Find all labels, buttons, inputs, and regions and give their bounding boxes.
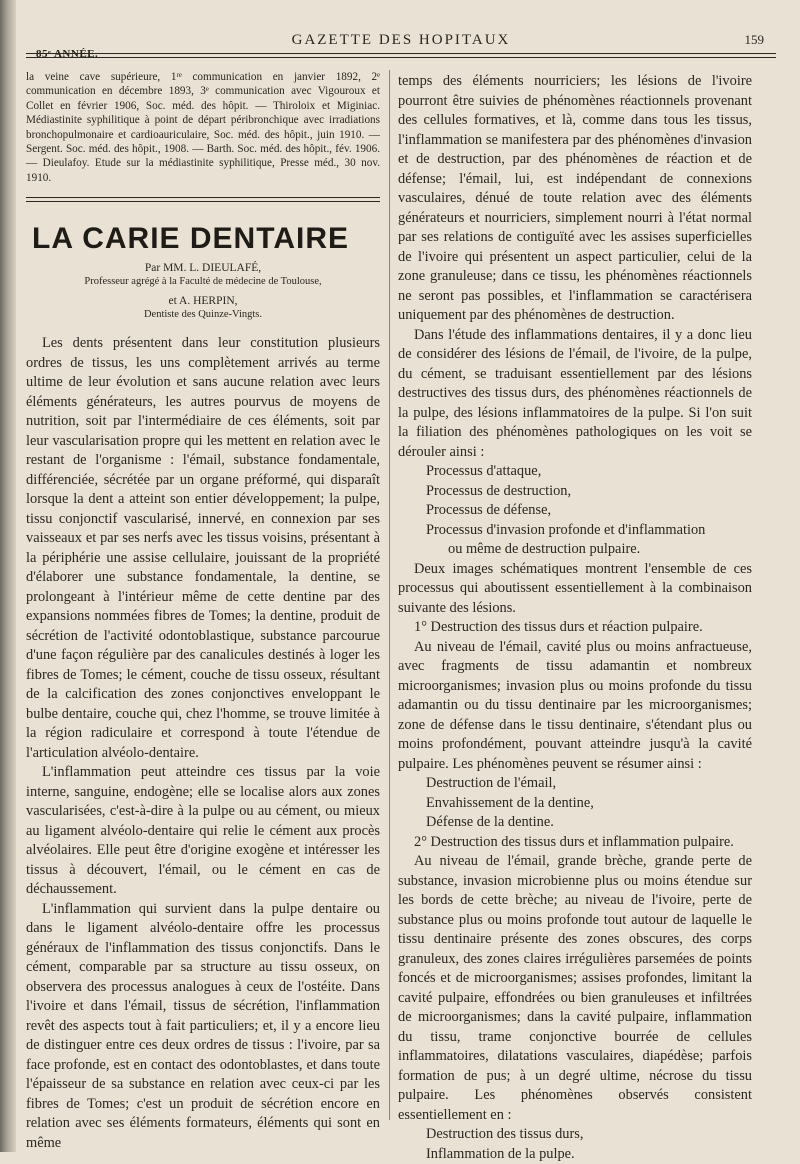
running-header [26,22,776,52]
author-2-role: Dentiste des Quinze-Vingts. [26,309,380,320]
header-rule [26,53,776,54]
section-heading: 1° Destruction des tissus durs et réaction pulpaire. [398,618,752,638]
author-2: et A. HERPIN, [26,295,380,307]
paragraph: Dans l'étude des inflammations dentaires, il y a donc lieu de considérer des lésions de l'émail, de l'ivoire, de la pulpe, du cément, se traduisant essentiellement par des lésions destructives des tissus durs, des phénomènes réactionnels de la pulpe, des lésions inflammatoires de la pulpe. Si l'on suit la filiation des phénomènes pathologiques on les voit se dérouler ainsi : [398,326,752,463]
paragraph: Au niveau de l'émail, cavité plus ou moins anfractueuse, avec fragments de tissu adamantin et nombreux microorganismes; invasion plus ou moins profonde du tissu adamantin ou du tissu dentinaire par les microorganismes; zone de défense dans le tissu dentinaire, s'étendant plus ou moins profondément, pouvant atteindre jusqu'à la cavité pulpaire. Les phénomènes peuvent se résumer ainsi : [398,638,752,775]
process-list [398,462,752,560]
article-divider-thin [26,201,380,202]
lesion-list-2 [398,1125,752,1164]
paragraph: Deux images schématiques montrent l'ensemble de ces processus qui aboutissent essentiellement à la combinaison suivante des lésions. [398,560,752,619]
paragraph: L'inflammation peut atteindre ces tissus par la voie interne, sanguine, endogène; elle se localise alors aux zones vascularisées, c'est-à-dire à la pulpe ou au cément, ou mieux au ligament alvéolo-dentaire qui relie le cément aux procès alvéolaires. Elle peut être d'origine exogène et intéresser les tissus à découvert, l'émail, ou le cément en cas de déchaussement. [26,763,380,900]
article-title: LA CARIE DENTAIRE [32,222,380,256]
journal-title: GAZETTE DES HOPITAUX [26,32,776,49]
header-rule-thin [26,57,776,58]
references-text: la veine cave supérieure, 1ʳᵉ communication en janvier 1892, 2ᵉ communication en décembre 1893, 3ᵉ communication avec Vigouroux et Collet en février 1906, Soc. méd. des hôpit. — Thiroloix et Miginiac. Médiastinite syphilitique à point de départ péribronchique avec irradiations bronchopulmonaire et cardioauriculaire, Soc. méd. des hôpit., juin 1910. — Sergent. Soc. méd. des hôpit., 1908. — Barth. Soc. méd. des hôpit., fév. 1906. — Dieulafoy. Etude sur la médiastinite syphilitique, Presse méd., 30 nov. 1910. [26,70,380,185]
list-item: Processus d'invasion profonde et d'inflammation [426,521,752,541]
section-heading: 2° Destruction des tissus durs et inflammation pulpaire. [398,833,752,853]
list-item: Processus de destruction, [426,482,752,502]
list-item: Processus d'attaque, [426,462,752,482]
paragraph: Les dents présentent dans leur constitution plusieurs ordres de tissus, les uns complètement arrivés au terme ultime de leur évolution et sans aucune relation avec leurs éléments générateurs, les autres pourvus de moyens de nutrition, soit par l'intermédiaire de ces éléments, soit par leur vascularisation propre qui les mettent en relation avec le restant de l'organisme : l'émail, substance fondamentale, différenciée, sécrétée par un organe préformé, qui disparaît lorsque la dent a atteint son entier développement; la pulpe, tissu conjonctif vascularisé, innervé, en connexion par ses vaisseaux et par ses nerfs avec les tissus voisins, présentant à la périphérie une assise cellulaire, jouissant de la propriété d'élaborer une substance fondamentale, la dentine, se prolongeant à l'intérieur même de cette dentine par des expansions nommées fibres de Tomes; la dentine, produit de sécrétion de l'activité odontoblastique, substance parcourue d'une façon régulière par des canalicules destinés à loger les fibres de Tomes; le cément, couche de tissu osseux, résultant de la calcification des zones conjonctives enveloppant le bulbe dentaire, couche qui, chez l'homme, se trouve limitée à la région radiculaire et correspond à toute l'étendue de l'articulation alvéolo-dentaire. [26,334,380,763]
paragraph: temps des éléments nourriciers; les lésions de l'ivoire pourront être suivies de phénomènes réactionnels provenant des cellules formatives, et là, comme dans tous les tissus, l'inflammation se manifestera par des phénomènes d'invasion et de destruction, par des phénomènes de réaction et de défense; l'émail, lui, est indépendant de connexions vasculaires, dénué de toute relation avec des éléments générateurs et nourriciers, simplement nourri à l'état normal par ses relations de contiguïté avec les assises superficielles de l'ivoire qui présentent un aspect particulier, celui de la zone granuleuse; dans ce tissu, les phénomènes réactionnels ne seront pas possibles, et l'inflammation se caractérisera uniquement par des phénomènes de destruction. [398,72,752,326]
lesion-list-1 [398,774,752,833]
left-column [26,70,380,1140]
journal-page [26,0,784,1152]
author-1-role: Professeur agrégé à la Faculté de médecine de Toulouse, [26,276,380,287]
right-body-text [398,72,752,1164]
article-divider [26,197,380,198]
list-item: Inflammation de la pulpe. [426,1145,752,1164]
page-binding-shadow [0,0,16,1152]
list-item: Processus de défense, [426,501,752,521]
list-item: Défense de la dentine. [426,813,752,833]
paragraph: Au niveau de l'émail, grande brèche, grande perte de substance, invasion microbienne plus ou moins étendue sur les bords de cette brèche; au niveau de l'ivoire, perte de substance plus ou moins profonde tout autour de laquelle le tissu dentinaire présente des zones obscures, des corps granuleux, des zones claires irrégulières parsemées de points foncés et de microorganismes; assises profondes, limitant la cavité pulpaire, effondrées ou bien granuleuses et infiltrées de microorganismes; dans la cavité pulpaire, inflammation du tissu, trame conjonctive bourrée de cellules inflammatoires, dilatations vasculaires, diapédèse; parfois formation de pus; à un degré ultime, nécrose du tissu pulpaire. Les phénomènes observés consistent essentiellement en : [398,852,752,1125]
list-item: Envahissement de la dentine, [426,794,752,814]
right-column [398,72,752,1142]
author-1: Par MM. L. DIEULAFÉ, [26,262,380,274]
page-number: 159 [745,32,765,48]
list-item-continuation: ou même de destruction pulpaire. [426,540,752,560]
left-body-text [26,334,380,1153]
paragraph: L'inflammation qui survient dans la pulpe dentaire ou dans le ligament alvéolo-dentaire offre les processus généraux de l'inflammation des tissus conjonctifs. Dans le cément, comparable par sa structure au tissu osseux, on observera des processus analogues à ceux de l'ostéite. Dans l'ivoire et dans l'émail, tissus de sécrétion, l'inflammation revêt des aspects tout à fait particuliers; et, il y a encore lieu de distinguer entre ces deux ordres de tissus : l'ivoire, par sa face profonde, est en contact des odontoblastes, et dans toute l'épaisseur de sa substance en relation avec ceux-ci par les fibres de Tomes; c'est un produit de sécrétion encore en relation avec ses éléments formateurs, éléments qui sont en même [26,900,380,1154]
list-item: Destruction de l'émail, [426,774,752,794]
issue-label: 85ᵉ ANNÉE. [36,48,98,60]
list-item: Destruction des tissus durs, [426,1125,752,1145]
references-block [26,70,380,185]
column-separator [389,70,390,1120]
